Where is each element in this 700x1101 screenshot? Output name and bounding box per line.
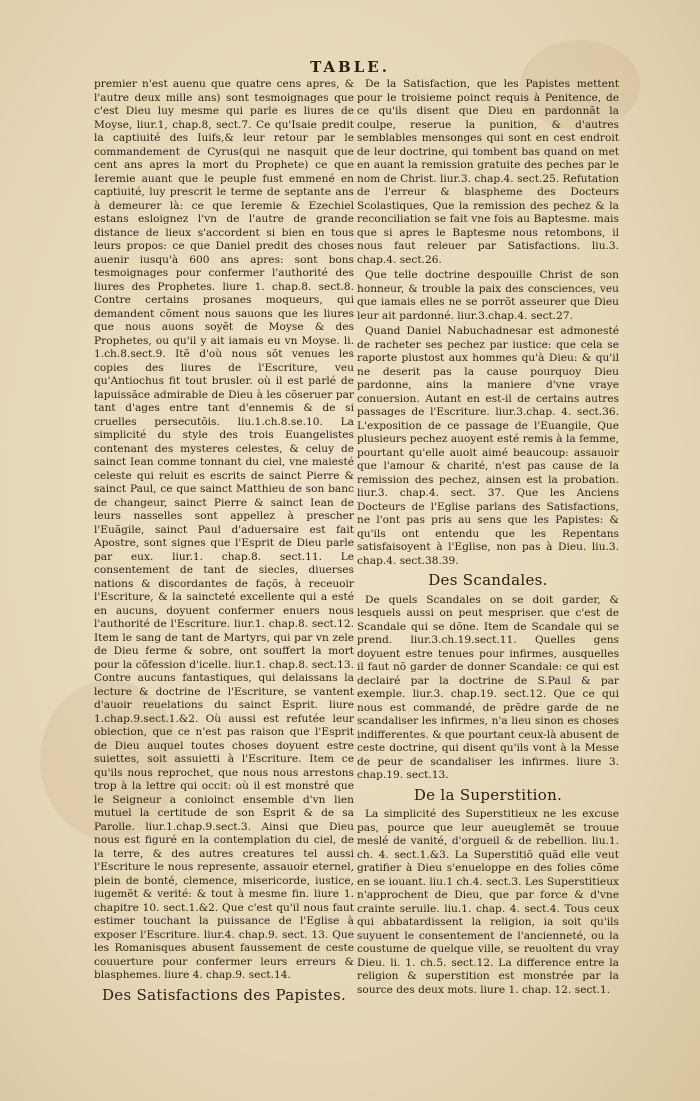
left-paragraph: premier n'est auenu que quatre cens apres, & l'autre deux mille ans) sont tesmoignages que c'est Dieu luy mesme qui parle es liures de Moyse, liur.1, chap.8, sect.7. Ce qu'Isaie predit la captiuité des Iuifs,& leur retour par le commandement de Cyrus(qui ne nasquit que cent ans apres la mort du Prophete) ce que Ieremie auant que le peuple fust emmené en captiuité, luy prescrit le terme de septante ans à demeurer là: ce que Ieremie & Ezechiel estans esloignez l'vn de l'autre de grande distance de lieux s'accordent si bien en tous leurs propos: ce que Daniel predit des choses auenir iusqu'à 600 ans apres: sont bons tesmoignages pour confermer l'authorité des liures des Prophetes. liure 1. chap.8. sect.8. Contre certains prosanes moqueurs, qui demandent cõment nous sauons que les liures que nous auons soyẽt de Moyse & des Prophetes, ou qu'il y ait iamais eu vn Moyse. li. 1.ch.8.sect.9. Itẽ d'où nous sõt venues les copies des liures de l'Escriture, veu qu'Antiochus fit tout brusler. où il est parlé de lapuissãce admirable de Dieu à les cõseruer par tant d'ages entre tant d'ennemis & de si cruelles persecutõis. liu.1.ch.8.se.10. La simplicité du style des trois Euangelistes contenant des mysteres celestes, & celuy de sainct Iean comme tonnant du ciel, vne maiesté celeste qui reluit es escrits de sainct Pierre & sainct Paul, ce que sainct Matthieu de son banc de changeur, sainct Pierre & sainct Iean de leurs nasselles sont appellez à prescher l'Euãgile, sainct Paul d'aduersaire est fait Apostre, sont signes que l'Esprit de Dieu parle par eux. liur.1. chap.8. sect.11. Le consentement de tant de siecles, diuerses nations & discordantes de façõs, à receuoir l'Escriture, & la saincteté excellente qui a esté en aucuns, doyuent confermer enuers nous l'authorité de l'Escriture. liur.1. chap.8. sect.12. Item le sang de tant de Martyrs, qui par vn zele de Dieu ferme & sobre, ont souffert la mort pour la cõfession d'icelle. liur.1. chap.8. sect.13. Contre aucuns fantastiques, qui delaissans la lecture & doctrine de l'Escriture, se vantent d'auoir reuelations du sainct Esprit. liure 1.chap.9.sect.1.&2. Où aussi est refutée leur obiection, que ce n'est pas raison que l'Esprit de Dieu auquel toutes choses doyuent estre suiettes, soit assuietti à l'Escriture. Item ce qu'ils nous reprochet, que nous nous arrestons trop à la lettre qui occit: où il est monstré que le Seigneur a conioinct ensemble d'vn lien mutuel la certitude de son Esprit & de sa Parolle. liur.1.chap.9.sect.3. Ainsi que Dieu nous est figuré en la contemplation du ciel, de la terre, & des autres creatures tel aussi l'Escriture le nous represente, assauoir eternel, plein de bonté, clemence, misericorde, iustice, iugemẽt & verité: & tout à mesme fin. liure 1. chapitre 10. sect.1.&2. Que c'est qu'il nous faut estimer touchant la puissance de l'Eglise à exposer l'Escriture. liur.4. chap.9. sect. 13. Que les Romanisques abusent faussement de ceste couuerture pour confermer leurs erreurs & blasphemes. liure 4. chap.9. sect.14. [94, 78, 354, 981]
section-heading-satisfactions: Des Satisfactions des Papistes. [101, 985, 347, 1004]
right-column [357, 78, 619, 999]
running-head: TABLE. [310, 58, 390, 76]
right-paragraph: Quand Daniel Nabuchadnesar est admonesté de racheter ses pechez par iustice: que cela se raporte plustost aux hommes qu'à Dieu: & qu'il ne deserit pas la cause pourquoy Dieu pardonne, ains la maniere d'vne vraye conuersion. Autant en est-il de certains autres passages de l'Escriture. liur.3.chap. 4. sect.36. L'exposition de ce passage de l'Euangile, Que plusieurs pechez auoyent esté remis à la femme, pourtant qu'elle auoit aimé beaucoup: assauoir que l'amour & charité, n'est pas cause de la remission des pechez, ainsen est la probation. liur.3. chap.4. sect. 37. Que les Anciens Docteurs de l'Eglise parlans des Satisfactions, ne l'ont pas pris au sens que les Papistes: & qu'ils ont entendu que les Repentans satisfaisoyent à l'Eglise, non pas à Dieu. liu.3. chap.4. sect.38.39. [357, 325, 619, 567]
left-column [94, 78, 354, 1008]
right-paragraph: Que telle doctrine despouille Christ de son honneur, & trouble la paix des consciences, veu que iamais elles ne se porrõt asseurer que Dieu leur ait pardonné. liur.3.chap.4. sect.27. [357, 269, 619, 322]
right-paragraph: De quels Scandales on se doit garder, & lesquels aussi on peut mespriser. que c'est de Scandale qui se dõne. Item de Scandale qui se prend. liur.3.ch.19.sect.11. Quelles gens doyuent estre tenues pour infirmes, ausquelles il faut nõ garder de donner Scandale: ce qui est declairé par la doctrine de S.Paul & par exemple. liur.3. chap.19. sect.12. Que ce qui nous est commandé, de prẽdre garde de ne scandaliser les infirmes, n'a lieu sinon es choses indifferentes. & que pourtant ceux-là abusent de ceste doctrine, qui disent qu'ils vont à la Messe de peur de scandaliser les infirmes. liure 3. chap.19. sect.13. [357, 593, 619, 781]
right-paragraph: De la Satisfaction, que les Papistes mettent pour le troisieme poinct requis à Penitence, de ce qu'ils disent que Dieu en pardonnãt la coulpe, reserue la punition, & d'autres semblables mensonges qui sont en cest endroit de leur doctrine, qui tombent bas quand on met en auant la remission gratuite des peches par le nom de Christ. liur.3. chap.4. sect.25. Refutation de l'erreur & blaspheme des Docteurs Scolastiques, Que la remission des pechez & la reconciliation se fait vne fois au Baptesme. mais que si apres le Baptesme nous retombons, il nous faut releuer par Satisfactions. liu.3. chap.4. sect.26. [357, 78, 619, 266]
section-heading-superstition: De la Superstition. [413, 785, 563, 804]
section-heading-scandales: Des Scandales. [428, 571, 548, 589]
right-paragraph: La simplicité des Superstitieux ne les excuse pas, pource que leur aueuglemẽt se trouue meslé de vanité, d'orgueil & de rebellion. liu.1. ch. 4. sect.1.&3. La Superstitiõ quãd elle veut gratifier à Dieu s'enueloppe en des folies cõme en se iouant. liu.1 ch.4. sect.3. Les Superstitieux n'approchent de Dieu, que par force & d'vne crainte seruile. liu.1. chap. 4. sect.4. Tous ceux qui abbatardissent la religion, ia soit qu'ils suyuent le consentement de l'ancienneté, ou la coustume de quelque ville, se reuoltent du vray Dieu. li. 1. ch.5. sect.12. La difference entre la religion & superstition est monstrée par la source des deux mots. liure 1. chap. 12. sect.1. [357, 808, 619, 996]
